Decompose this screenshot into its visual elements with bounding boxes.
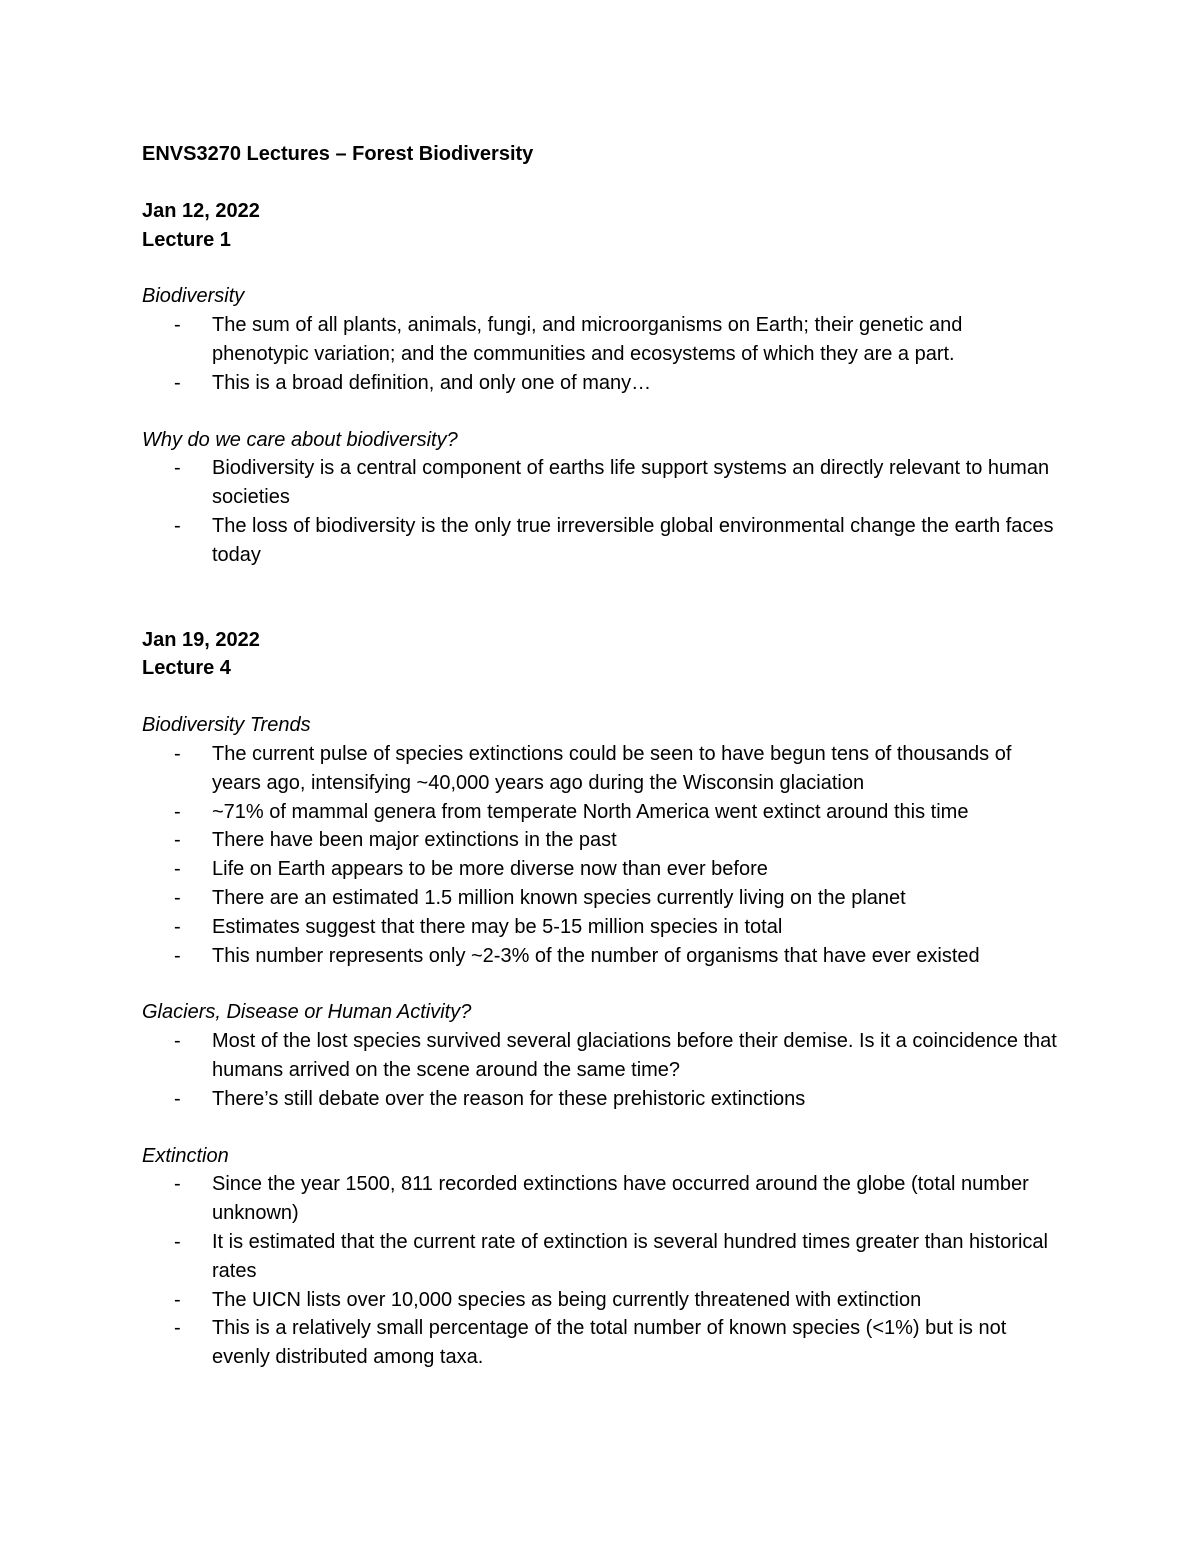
section-extinction xyxy=(142,1142,1062,1372)
section-biodiversity xyxy=(142,282,1062,397)
bullet-dash: - xyxy=(174,371,181,394)
list-item xyxy=(142,798,1062,827)
list-item xyxy=(142,740,1062,798)
bullet-text: Biodiversity is a central component of earths life support systems an directly relevant to human societies xyxy=(212,457,1050,509)
list-item xyxy=(142,454,1062,512)
list-item xyxy=(142,1314,1062,1372)
bullet-text: Estimates suggest that there may be 5-15 million species in total xyxy=(212,915,783,938)
bullet-text: The sum of all plants, animals, fungi, and microorganisms on Earth; their genetic and phenotypic variation; and the communities and ecosystems of which they are a part. xyxy=(212,314,963,365)
bullet-dash: - xyxy=(174,1230,181,1253)
document-title: ENVS3270 Lectures – Forest Biodiversity xyxy=(142,143,534,165)
list-item xyxy=(142,311,1062,369)
lecture-number: Lecture 1 xyxy=(142,228,231,251)
bullet-dash: - xyxy=(174,1030,181,1053)
section-heading: Biodiversity Trends xyxy=(142,714,311,737)
list-item xyxy=(142,369,1062,398)
bullet-text: Life on Earth appears to be more diverse now than ever before xyxy=(212,858,768,881)
bullet-list xyxy=(142,740,1062,970)
bullet-list xyxy=(142,1027,1062,1113)
list-item xyxy=(142,884,1062,913)
bullet-dash: - xyxy=(174,514,181,537)
bullet-text: There are an estimated 1.5 million known species currently living on the planet xyxy=(212,886,906,909)
bullet-dash: - xyxy=(174,1317,181,1340)
bullet-dash: - xyxy=(174,915,181,938)
list-item xyxy=(142,826,1062,855)
lecture-block xyxy=(142,197,1062,255)
bullet-dash: - xyxy=(174,457,181,480)
lecture-date: Jan 12, 2022 xyxy=(142,199,260,222)
lecture-date: Jan 19, 2022 xyxy=(142,628,260,651)
list-item xyxy=(142,1228,1062,1286)
bullet-list xyxy=(142,311,1062,397)
lecture-block xyxy=(142,626,1062,684)
bullet-text: Since the year 1500, 811 recorded extinctions have occurred around the globe (total number unknown) xyxy=(212,1173,1029,1225)
bullet-dash: - xyxy=(174,886,181,909)
list-item xyxy=(142,1027,1062,1085)
bullet-text: This number represents only ~2-3% of the number of organisms that have ever existed xyxy=(212,944,980,967)
list-item xyxy=(142,1170,1062,1228)
bullet-dash: - xyxy=(174,742,181,765)
document-page xyxy=(142,140,1062,1400)
bullet-text: Most of the lost species survived several glaciations before their demise. Is it a coincidence that humans arrived on the scene around the same time? xyxy=(212,1030,1057,1081)
bullet-text: There have been major extinctions in the past xyxy=(212,829,617,852)
section-heading: Why do we care about biodiversity? xyxy=(142,428,458,451)
spacer xyxy=(142,598,1062,626)
list-item xyxy=(142,1286,1062,1315)
bullet-text: The current pulse of species extinctions could be seen to have begun tens of thousands of years ago, intensifying ~40,000 years ago during the Wisconsin glaciation xyxy=(212,742,1012,794)
section-why-care xyxy=(142,426,1062,570)
bullet-list xyxy=(142,454,1062,569)
section-glaciers xyxy=(142,998,1062,1113)
bullet-text: The loss of biodiversity is the only true irreversible global environmental change the earth faces today xyxy=(212,514,1054,566)
bullet-dash: - xyxy=(174,314,181,337)
list-item xyxy=(142,512,1062,570)
list-item xyxy=(142,1085,1062,1114)
section-heading: Biodiversity xyxy=(142,285,245,308)
bullet-text: It is estimated that the current rate of extinction is several hundred times greater than historical rates xyxy=(212,1230,1048,1282)
bullet-dash: - xyxy=(174,944,181,967)
bullet-dash: - xyxy=(174,1288,181,1311)
bullet-dash: - xyxy=(174,1173,181,1196)
bullet-text: ~71% of mammal genera from temperate North America went extinct around this time xyxy=(212,800,969,823)
bullet-text: The UICN lists over 10,000 species as being currently threatened with extinction xyxy=(212,1288,922,1311)
bullet-text: This is a relatively small percentage of the total number of known species (<1%) but is not evenly distributed among taxa. xyxy=(212,1317,1007,1369)
bullet-text: There’s still debate over the reason for these prehistoric extinctions xyxy=(212,1087,806,1110)
list-item xyxy=(142,942,1062,971)
list-item xyxy=(142,913,1062,942)
section-heading: Glaciers, Disease or Human Activity? xyxy=(142,1001,472,1024)
section-biodiversity-trends xyxy=(142,711,1062,970)
bullet-text: This is a broad definition, and only one of many… xyxy=(212,371,652,394)
section-heading: Extinction xyxy=(142,1144,229,1167)
list-item xyxy=(142,855,1062,884)
bullet-dash: - xyxy=(174,800,181,823)
bullet-dash: - xyxy=(174,829,181,852)
bullet-dash: - xyxy=(174,1087,181,1110)
bullet-list xyxy=(142,1170,1062,1372)
lecture-number: Lecture 4 xyxy=(142,657,231,680)
bullet-dash: - xyxy=(174,858,181,881)
